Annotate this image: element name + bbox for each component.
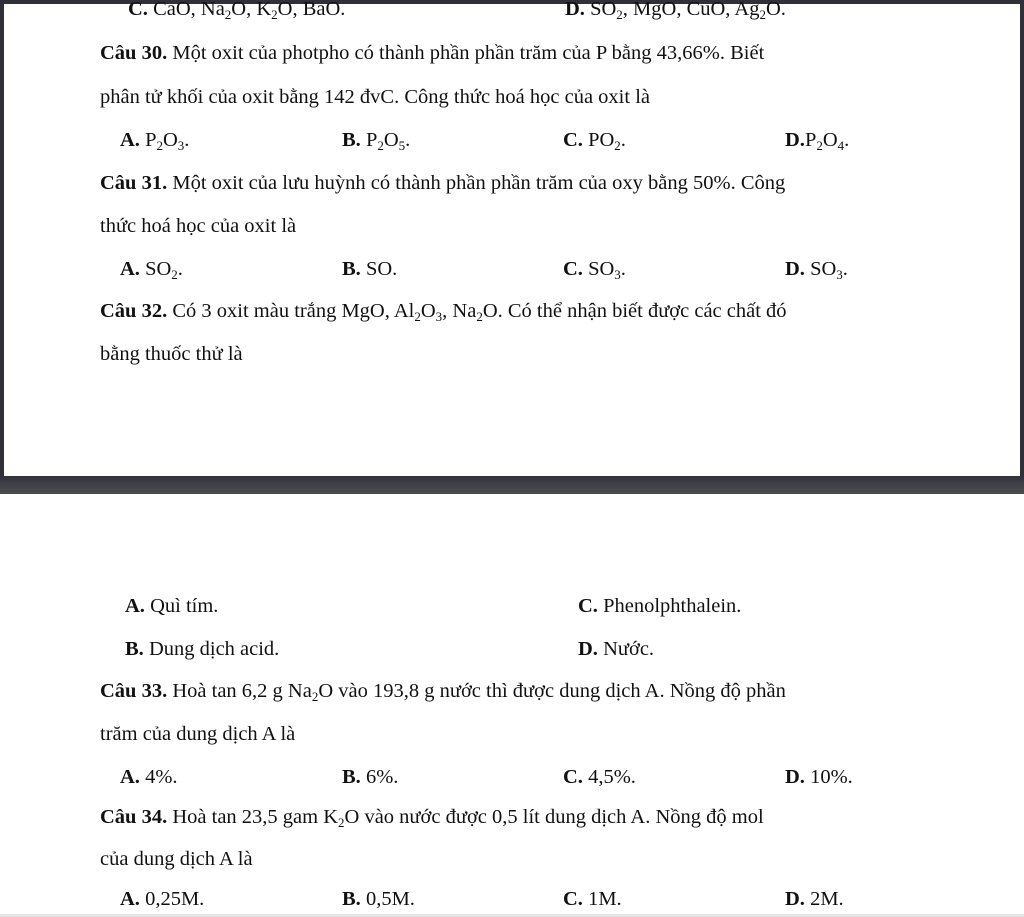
q32-option-d: D. Nước.	[578, 638, 655, 660]
q34-option-d: D. 2M.	[785, 888, 844, 910]
q30-option-d: $D.P_2O_4$.	[785, 129, 850, 153]
q30-option-b: B. $P_2O_5$.	[342, 129, 411, 153]
q31-stem-line2: thức hoá học của oxit là	[100, 215, 297, 237]
q31-option-c: C. $SO_3$.	[563, 258, 626, 282]
q33-stem-line2: trăm của dung dịch A là	[100, 723, 296, 745]
q33-option-d: D. 10%.	[785, 766, 853, 788]
q31-option-d: D. $SO_3$.	[785, 258, 848, 282]
q32-option-c: C. Phenolphthalein.	[578, 595, 742, 617]
q33-option-c: C. 4,5%.	[563, 766, 636, 788]
q31-stem-line1: Câu 31. Một oxit của lưu huỳnh có thành phần phần trăm của oxy bằng 50%. Công	[100, 172, 786, 194]
q32-stem-line2: bằng thuốc thử là	[100, 343, 243, 365]
q30-stem-line1: Câu 30. Một oxit của photpho có thành phần phần trăm của P bằng 43,66%. Biết	[100, 42, 765, 64]
q33-option-b: B. 6%.	[342, 766, 399, 788]
q34-stem-line1: Câu 34. Hoà tan 23,5 gam $K_2O$ vào nước được 0,5 lít dung dịch A. Nồng độ mol	[100, 806, 764, 830]
q31-option-a: A. $SO_2$.	[120, 258, 183, 282]
q33-option-a: A. 4%.	[120, 766, 178, 788]
q32-option-b: B. Dung dịch acid.	[125, 638, 280, 660]
q32-option-a: A. Quì tím.	[125, 595, 219, 617]
q31-option-b: B. SO.	[342, 258, 398, 280]
prev-option-c: C. CaO, $Na_2O$, $K_2O$, BaO.	[128, 0, 346, 22]
page-lower	[0, 494, 1024, 917]
q34-option-b: B. 0,5M.	[342, 888, 415, 910]
q33-stem-line1: Câu 33. Hoà tan 6,2 g $Na_2O$ vào 193,8 g nước thì được dung dịch A. Nồng độ phần	[100, 680, 786, 704]
q34-option-a: A. 0,25M.	[120, 888, 205, 910]
q30-option-a: A. $P_2O_3$.	[120, 129, 190, 153]
q32-stem-line1: Câu 32. Có 3 oxit màu trắng MgO, $Al_2O_3$, $Na_2O$. Có thể nhận biết được các chất đó	[100, 300, 787, 324]
page-right-edge	[1020, 0, 1024, 476]
q30-option-c: C. $PO_2$.	[563, 129, 626, 153]
q34-option-c: C. 1M.	[563, 888, 622, 910]
prev-option-d: D. $SO_2$, MgO, CuO, $Ag_2O$.	[565, 0, 786, 22]
page-left-edge	[0, 0, 4, 476]
q30-stem-line2: phân tử khối của oxit bằng 142 đvC. Công thức hoá học của oxit là	[100, 86, 650, 108]
page-break-gap	[0, 476, 1024, 494]
q34-stem-line2: của dung dịch A là	[100, 848, 253, 870]
